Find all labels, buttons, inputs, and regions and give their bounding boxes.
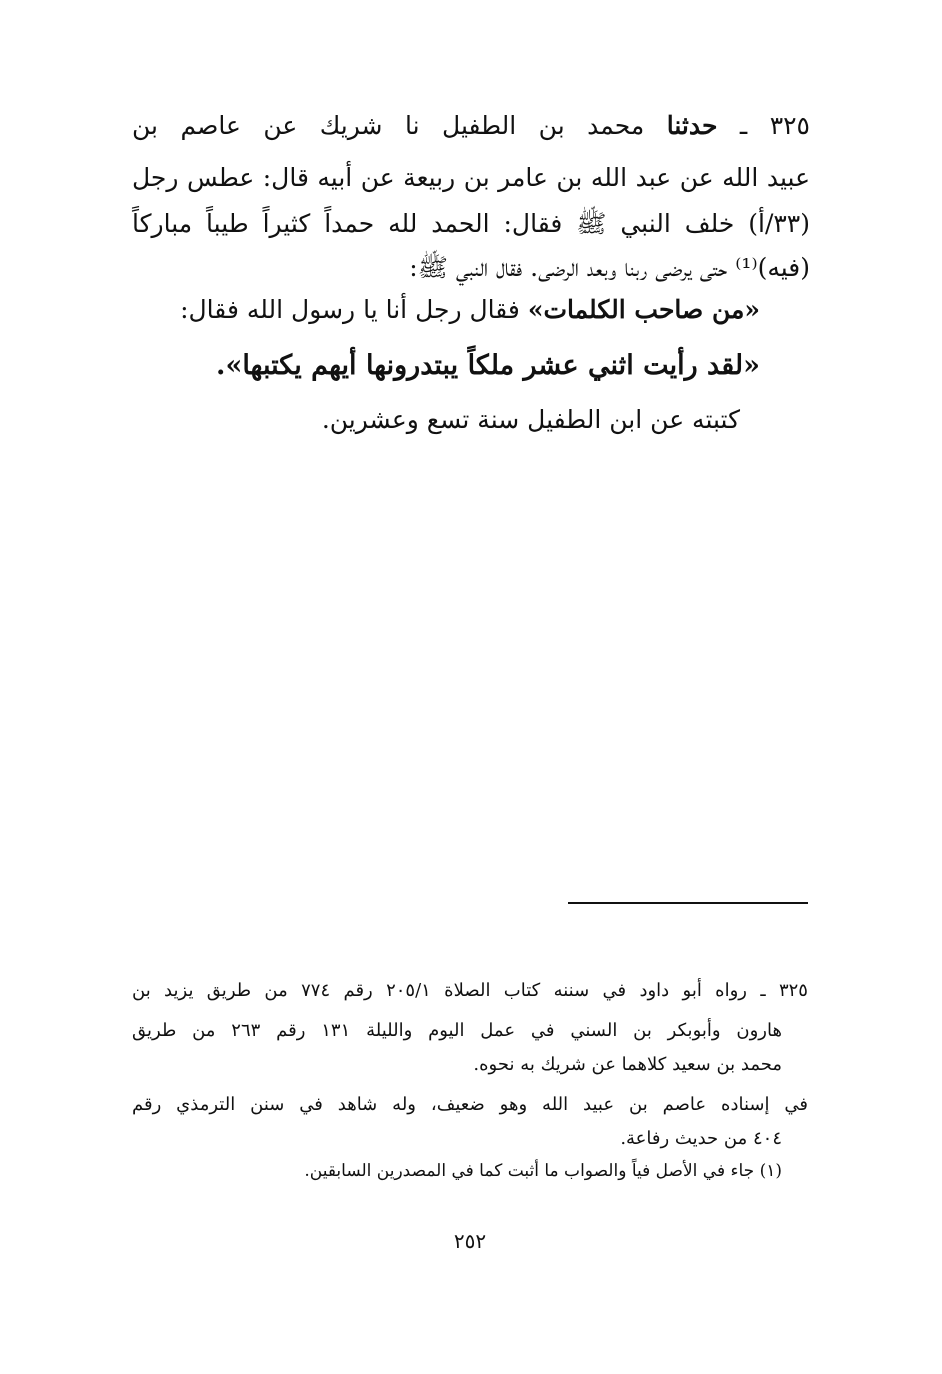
footnote-line-2: هارون وأبوبكر بن السني في عمل اليوم والليلة ١٣١ رقم ٢٦٣ من طريق — [132, 1020, 782, 1041]
main-text-line-2: عبيد الله عن عبد الله بن عامر بن ربيعة عن أبيه قال: عطس رجل — [132, 163, 810, 192]
footnote-separator — [568, 902, 808, 904]
main-text-line-5-rest: فقال رجل أنا يا رسول الله فقال: — [180, 295, 520, 324]
main-text-line-3: (٣٣/أ) خلف النبي ﷺ فقال: الحمد لله حمداً كثيراً طيباً مباركاً — [132, 209, 810, 238]
footnote-line-5: ٤٠٤ من حديث رفاعة. — [620, 1128, 782, 1149]
prophet-answer-quote: «لقد رأيت اثني عشر ملكاً يبتدرونها أيهم يكتبها». — [216, 350, 760, 381]
main-text-line-5 — [170, 290, 760, 330]
main-text-line-1 — [132, 106, 810, 146]
footnote-line-3: محمد بن سعيد كلاهما عن شريك به نحوه. — [473, 1054, 782, 1075]
footnote-line-1: ٣٢٥ ـ رواه أبو داود في سننه كتاب الصلاة ٢٠٥/١ رقم ٧٧٤ من طريق يزيد بن — [132, 980, 808, 1001]
main-text-line-1-rest: محمد بن الطفيل نا شريك عن عاصم بن — [132, 111, 645, 140]
chain-opening-word: حدثنا — [666, 111, 718, 140]
hadith-number: ٣٢٥ ـ — [739, 111, 810, 140]
footnote-line-4: في إسناده عاصم بن عبيد الله وهو ضعيف، وله شاهد في سنن الترمذي رقم — [132, 1094, 808, 1115]
prophet-question-quote: «من صاحب الكلمات» — [527, 295, 760, 324]
footnote-1-note: (١) جاء في الأصل فياً والصواب ما أثبت كما في المصدرين السابقين. — [304, 1161, 782, 1181]
main-text-line-7: كتبته عن ابن الطفيل سنة تسع وعشرين. — [321, 405, 740, 434]
page-number: ٢٥٢ — [453, 1229, 487, 1253]
main-text-line-4: (فيه)⁽¹⁾ حتى يرضى ربنا وبعد الرضى. فقال النبي ﷺ: — [409, 253, 810, 282]
